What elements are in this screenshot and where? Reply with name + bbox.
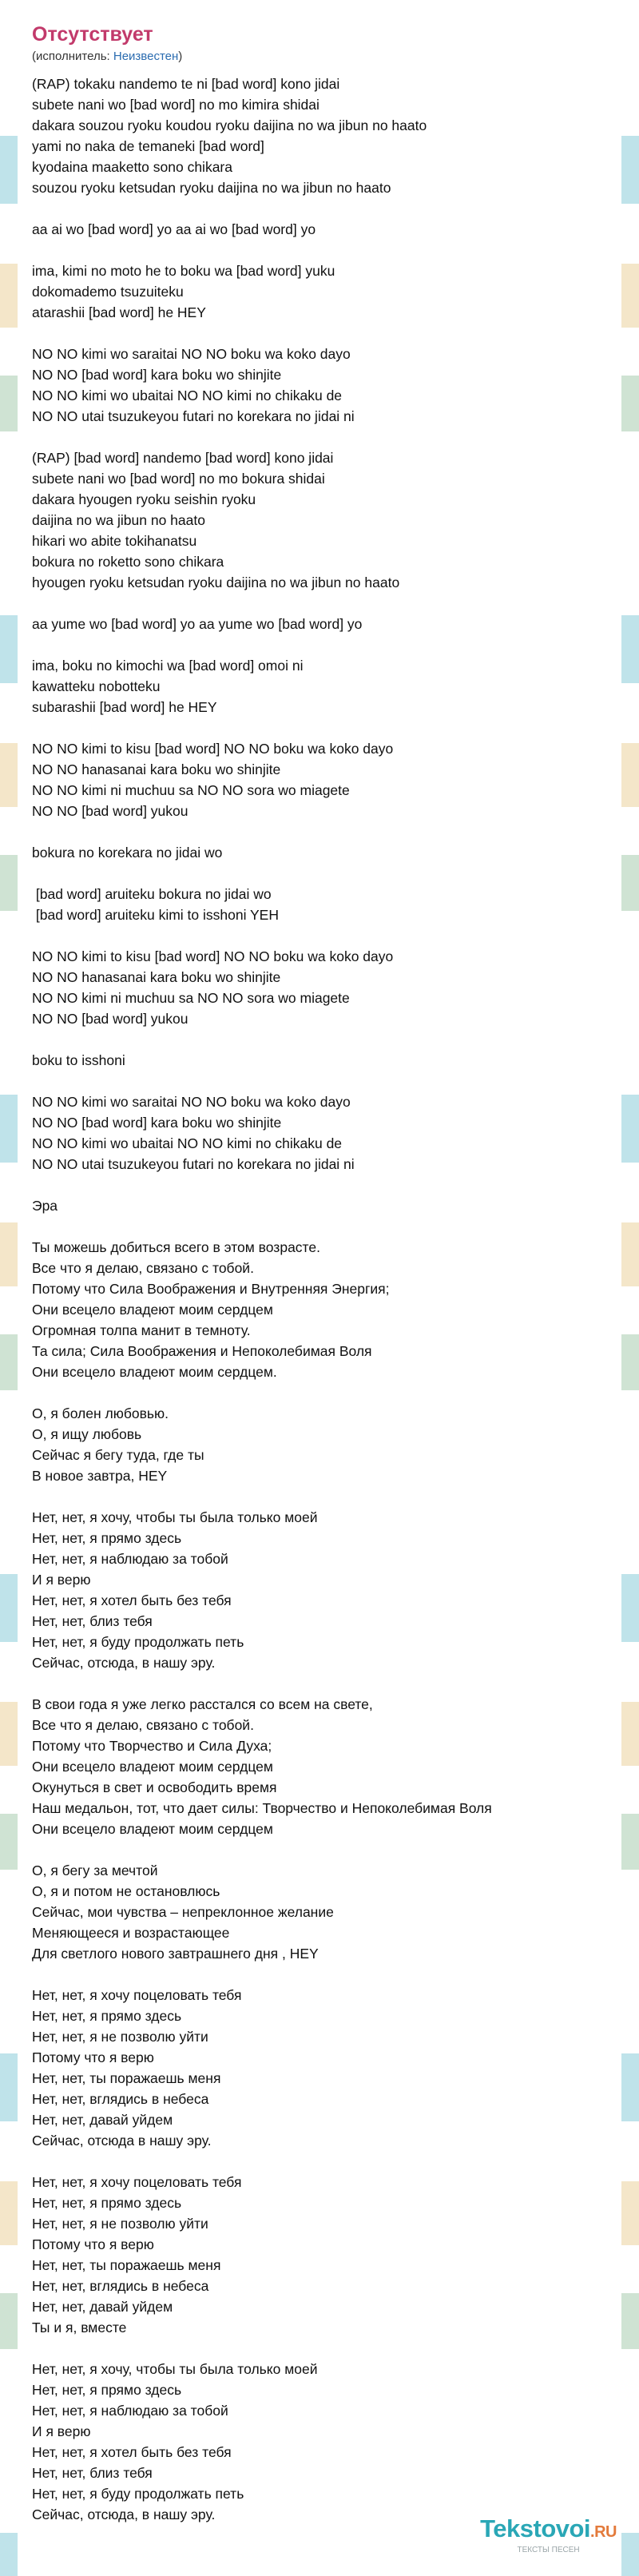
lyrics-line: bokura no roketto sono chikara [32, 554, 224, 570]
lyrics-line: NO NO kimi wo saraitai NO NO boku wa koko dayo [32, 346, 351, 362]
artist-link[interactable]: Неизвестен [113, 50, 179, 63]
lyrics-line: NO NO utai tsuzukeyou futari no korekara no jidai ni [32, 408, 355, 424]
lyrics-line: Нет, нет, вглядись в небеса [32, 2278, 209, 2294]
lyrics-line: Нет, нет, я не позволю уйти [32, 2029, 208, 2045]
lyrics-line: NO NO kimi ni muchuu sa NO NO sora wo miagete [32, 990, 350, 1006]
lyrics-line: Нет, нет, я прямо здесь [32, 2008, 182, 2024]
lyrics-line: hikari wo abite tokihanatsu [32, 533, 197, 549]
lyrics-line: О, я бегу за мечтой [32, 1862, 158, 1878]
lyrics-line: Нет, нет, я хотел быть без тебя [32, 2444, 232, 2460]
lyrics-line: NO NO [bad word] kara boku wo shinjite [32, 367, 282, 383]
lyrics-line: Нет, нет, я буду продолжать петь [32, 1634, 244, 1650]
lyrics-blank-line [32, 821, 607, 842]
lyrics-line: Нет, нет, я прямо здесь [32, 2382, 182, 2398]
lyrics-line: В свои года я уже легко расстался со всем на свете, [32, 1696, 373, 1712]
lyrics-line: NO NO hanasanai kara boku wo shinjite [32, 969, 281, 985]
lyrics-line: NO NO kimi wo ubaitai NO NO kimi no chikaku de [32, 388, 343, 403]
lyrics-blank-line [32, 1486, 607, 1507]
lyrics-line: Они всецело владеют моим сердцем [32, 1302, 273, 1318]
lyrics-line: Нет, нет, вглядись в небеса [32, 2091, 209, 2107]
lyrics-line: bokura no korekara no jidai wo [32, 845, 223, 861]
lyrics-line: Нет, нет, я прямо здесь [32, 1530, 182, 1546]
artist-suffix: ) [178, 50, 183, 63]
lyrics-line: aa ai wo [bad word] yo aa ai wo [bad word] yo [32, 221, 316, 237]
lyrics-line: aa yume wo [bad word] yo aa yume wo [bad word] yo [32, 616, 363, 632]
lyrics-line: Нет, нет, я наблюдаю за тобой [32, 1551, 228, 1567]
lyrics-line: dokomademo tsuzuiteku [32, 284, 184, 300]
site-logo[interactable] [480, 2515, 617, 2555]
lyrics-line: Ты можешь добиться всего в этом возрасте. [32, 1239, 320, 1255]
lyrics-line: Нет, нет, я хотел быть без тебя [32, 1592, 232, 1608]
lyrics-line: ima, boku no kimochi wa [bad word] omoi ni [32, 658, 304, 674]
lyrics-line: Сейчас, отсюда в нашу эру. [32, 2133, 212, 2149]
lyrics-line: Сейчас я бегу туда, где ты [32, 1447, 204, 1463]
lyrics-line: О, я ищу любовь [32, 1426, 142, 1442]
artist-line [32, 50, 607, 64]
lyrics-line: kawatteku nobotteku [32, 678, 161, 694]
lyrics-line: Нет, нет, близ тебя [32, 2465, 153, 2481]
lyrics-blank-line [32, 718, 607, 738]
artist-prefix: (исполнитель: [32, 50, 113, 63]
lyrics-blank-line [32, 2338, 607, 2359]
lyrics-line: Окунуться в свет и освободить время [32, 1779, 277, 1795]
lyrics-line: Огромная толпа манит в темноту. [32, 1322, 251, 1338]
lyrics-line: Ты и я, вместе [32, 2320, 127, 2335]
lyrics-blank-line [32, 1673, 607, 1694]
lyrics-line: NO NO kimi wo ubaitai NO NO kimi no chikaku de [32, 1135, 343, 1151]
lyrics-line: О, я и потом не остановлюсь [32, 1883, 220, 1899]
lyrics-line: NO NO [bad word] kara boku wo shinjite [32, 1115, 282, 1131]
lyrics-blank-line [32, 323, 607, 344]
lyrics-line: NO NO kimi wo saraitai NO NO boku wa koko dayo [32, 1094, 351, 1110]
lyrics-line: subete nani wo [bad word] no mo kimira shidai [32, 97, 320, 113]
lyrics-line: Нет, нет, я прямо здесь [32, 2195, 182, 2211]
lyrics-blank-line [32, 1029, 607, 1050]
lyrics-blank-line [32, 863, 607, 884]
lyrics-line: Сейчас, отсюда, в нашу эру. [32, 2506, 216, 2522]
lyrics-line: boku to isshoni [32, 1052, 125, 1068]
lyrics-line: Нет, нет, я наблюдаю за тобой [32, 2403, 228, 2419]
lyrics-line: Они всецело владеют моим сердцем [32, 1759, 273, 1775]
lyrics-line: NO NO utai tsuzukeyou futari no korekara no jidai ni [32, 1156, 355, 1172]
lyrics-line: Та сила; Сила Воображения и Непоколебимая Воля [32, 1343, 372, 1359]
lyrics-line: Наш медальон, тот, что дает силы: Творчество и Непоколебимая Воля [32, 1800, 492, 1816]
lyrics-blank-line [32, 1071, 607, 1091]
lyrics-line: Сейчас, отсюда, в нашу эру. [32, 1655, 216, 1671]
lyrics-line: Потому что Творчество и Сила Духа; [32, 1738, 272, 1754]
lyrics-line: NO NO kimi to kisu [bad word] NO NO boku wa koko dayo [32, 948, 394, 964]
lyrics-line: Эра [32, 1198, 58, 1214]
lyrics-line: Нет, нет, близ тебя [32, 1613, 153, 1629]
lyrics-line: Потому что я верю [32, 2049, 154, 2065]
lyrics-line: hyougen ryoku ketsudan ryoku daijina no wa jibun no haato [32, 574, 400, 590]
lyrics-line: Нет, нет, я хочу поцеловать тебя [32, 1987, 242, 2003]
lyrics-blank-line [32, 634, 607, 655]
lyrics-line: Они всецело владеют моим сердцем [32, 1821, 273, 1837]
lyrics-line: Нет, нет, я буду продолжать петь [32, 2486, 244, 2502]
lyrics-line: souzou ryoku ketsudan ryoku daijina no wa jibun no haato [32, 180, 391, 196]
left-decorative-stripes [0, 0, 18, 2576]
lyrics-line: Нет, нет, я не позволю уйти [32, 2216, 208, 2232]
lyrics-blank-line [32, 240, 607, 260]
lyrics-blank-line [32, 1175, 607, 1195]
logo-subtitle: ТЕКСТЫ ПЕСЕН [517, 2546, 580, 2554]
lyrics-line: subete nani wo [bad word] no mo bokura shidai [32, 471, 325, 487]
lyrics-line: Они всецело владеют моим сердцем. [32, 1364, 277, 1380]
lyrics-line: Потому что Сила Воображения и Внутренняя Энергия; [32, 1281, 390, 1297]
lyrics-blank-line [32, 593, 607, 614]
lyrics-line: О, я болен любовью. [32, 1405, 169, 1421]
lyrics-line: NO NO kimi to kisu [bad word] NO NO boku wa koko dayo [32, 741, 394, 757]
lyrics-line: Сейчас, мои чувства – непреклонное желание [32, 1904, 334, 1920]
lyrics-line: NO NO [bad word] yukou [32, 803, 189, 819]
lyrics-line: Потому что я верю [32, 2236, 154, 2252]
lyrics-line: dakara hyougen ryoku seishin ryoku [32, 491, 256, 507]
right-decorative-stripes [621, 0, 639, 2576]
logo-tld-text: .RU [590, 2523, 617, 2541]
lyrics-line: Нет, нет, давай уйдем [32, 2299, 173, 2315]
lyrics-line: И я верю [32, 1572, 91, 1588]
lyrics-line: В новое завтра, HEY [32, 1468, 168, 1484]
lyrics-blank-line [32, 2151, 607, 2172]
lyrics-line: (RAP) tokaku nandemo te ni [bad word] kono jidai [32, 76, 340, 92]
lyrics-line: И я верю [32, 2423, 91, 2439]
lyrics-page [32, 22, 607, 2525]
lyrics-text [32, 74, 607, 2525]
logo-main-text: Tekstovoi [480, 2514, 591, 2542]
lyrics-blank-line [32, 1216, 607, 1237]
lyrics-blank-line [32, 427, 607, 447]
lyrics-blank-line [32, 1382, 607, 1403]
lyrics-blank-line [32, 198, 607, 219]
lyrics-line: NO NO hanasanai kara boku wo shinjite [32, 761, 281, 777]
lyrics-line: Все что я делаю, связано с тобой. [32, 1717, 254, 1733]
lyrics-line: Нет, нет, я хочу поцеловать тебя [32, 2174, 242, 2190]
lyrics-line: NO NO kimi ni muchuu sa NO NO sora wo miagete [32, 782, 350, 798]
lyrics-blank-line [32, 1964, 607, 1985]
lyrics-line: daijina no wa jibun no haato [32, 512, 205, 528]
lyrics-line: (RAP) [bad word] nandemo [bad word] kono jidai [32, 450, 334, 466]
lyrics-line: Нет, нет, ты поражаешь меня [32, 2070, 221, 2086]
lyrics-line: subarashii [bad word] he HEY [32, 699, 217, 715]
lyrics-line: atarashii [bad word] he HEY [32, 304, 206, 320]
lyrics-line: NO NO [bad word] yukou [32, 1011, 189, 1027]
lyrics-line: Нет, нет, я хочу, чтобы ты была только моей [32, 1509, 318, 1525]
lyrics-line: Для светлого нового завтрашнего дня , HEY [32, 1946, 319, 1962]
song-title: Отсутствует [32, 23, 153, 46]
lyrics-line: Нет, нет, ты поражаешь меня [32, 2257, 221, 2273]
lyrics-line: ima, kimi no moto he to boku wa [bad word] yuku [32, 263, 335, 279]
lyrics-line: [bad word] aruiteku bokura no jidai wo [32, 886, 272, 902]
lyrics-line: yami no naka de temaneki [bad word] [32, 138, 264, 154]
lyrics-line: Нет, нет, давай уйдем [32, 2112, 173, 2128]
lyrics-line: dakara souzou ryoku koudou ryoku daijina no wa jibun no haato [32, 117, 427, 133]
lyrics-line: Меняющееся и возрастающее [32, 1925, 230, 1941]
lyrics-line: kyodaina maaketto sono chikara [32, 159, 232, 175]
lyrics-line: Все что я делаю, связано с тобой. [32, 1260, 254, 1276]
lyrics-line: [bad word] aruiteku kimi to isshoni YEH [32, 907, 279, 923]
lyrics-blank-line [32, 1839, 607, 1860]
lyrics-blank-line [32, 925, 607, 946]
lyrics-line: Нет, нет, я хочу, чтобы ты была только моей [32, 2361, 318, 2377]
